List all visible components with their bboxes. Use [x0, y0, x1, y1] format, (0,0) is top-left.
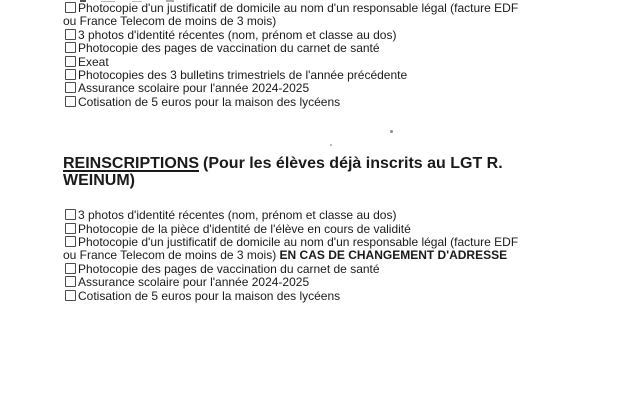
checklist-item: [63, 290, 533, 303]
checklist-item: [63, 236, 533, 263]
section-heading-subtitle: (Pour les élèves déjà inscrits au LGT R. WEINUM): [63, 155, 503, 190]
checklist-item-label: Cotisation de 5 euros pour la maison des lycéens: [78, 94, 341, 109]
checklist-item: [63, 42, 533, 55]
checkbox-icon[interactable]: [65, 263, 76, 274]
checkbox-icon[interactable]: [65, 236, 76, 247]
section-heading-title: REINSCRIPTIONS: [63, 155, 200, 173]
checkbox-icon[interactable]: [65, 2, 76, 13]
checklist-item-label: Photocopie des pages de vaccination du carnet de santé: [78, 261, 380, 276]
checklist-item-label: Exeat: [78, 54, 109, 69]
checkbox-icon[interactable]: [65, 96, 76, 107]
checklist-item: [63, 2, 533, 29]
checkbox-icon[interactable]: [65, 69, 76, 80]
checklist-item: [63, 263, 533, 276]
section-heading: [63, 155, 533, 189]
checklist-item-label: Photocopies des 3 bulletins trimestriels de l'année précédente: [78, 68, 408, 83]
checklist-item: [63, 56, 533, 69]
checklist-item-label: Photocopie de la pièce d'identité de l'élève en cours de validité: [78, 221, 411, 236]
checkbox-icon[interactable]: [65, 29, 76, 40]
checklist-item: [63, 29, 533, 42]
document-content: [63, 2, 533, 303]
checklist-item: [63, 69, 533, 82]
scan-speckle: [330, 144, 332, 146]
checklist-item-label: 3 photos d'identité récentes (nom, prénom et classe au dos): [78, 27, 397, 42]
checkbox-icon[interactable]: [65, 82, 76, 93]
first-checklist: [63, 2, 533, 109]
checklist-item: [63, 209, 533, 222]
checkbox-icon[interactable]: [65, 56, 76, 67]
checkbox-icon[interactable]: [65, 276, 76, 287]
checklist-item: [63, 223, 533, 236]
second-checklist: [63, 209, 533, 303]
checklist-item: [63, 276, 533, 289]
scan-speckle: [390, 130, 393, 133]
checklist-item: [63, 96, 533, 109]
checkbox-icon[interactable]: [65, 290, 76, 301]
checkbox-icon[interactable]: [65, 42, 76, 53]
checklist-item: [63, 82, 533, 95]
checklist-item-label: Photocopie des pages de vaccination du carnet de santé: [78, 41, 380, 56]
checklist-item-label: Cotisation de 5 euros pour la maison des lycéens: [78, 288, 341, 303]
checklist-item-label: Photocopie d'un justificatif de domicile au nom d'un responsable légal (facture EDF ou France Telecom de moins de 3 mois): [63, 235, 519, 263]
checklist-item-label: Assurance scolaire pour l'année 2024-2025: [78, 275, 310, 290]
checklist-item-bold-note: EN CAS DE CHANGEMENT D'ADRESSE: [279, 248, 508, 263]
checkbox-icon[interactable]: [65, 209, 76, 220]
checklist-item-label: 3 photos d'identité récentes (nom, prénom et classe au dos): [78, 208, 397, 223]
checkbox-icon[interactable]: [65, 223, 76, 234]
checklist-item-label: Assurance scolaire pour l'année 2024-2025: [78, 81, 310, 96]
checklist-item-label: Photocopie d'un justificatif de domicile au nom d'un responsable légal (facture EDF ou France Telecom de moins de 3 mois): [63, 1, 519, 29]
